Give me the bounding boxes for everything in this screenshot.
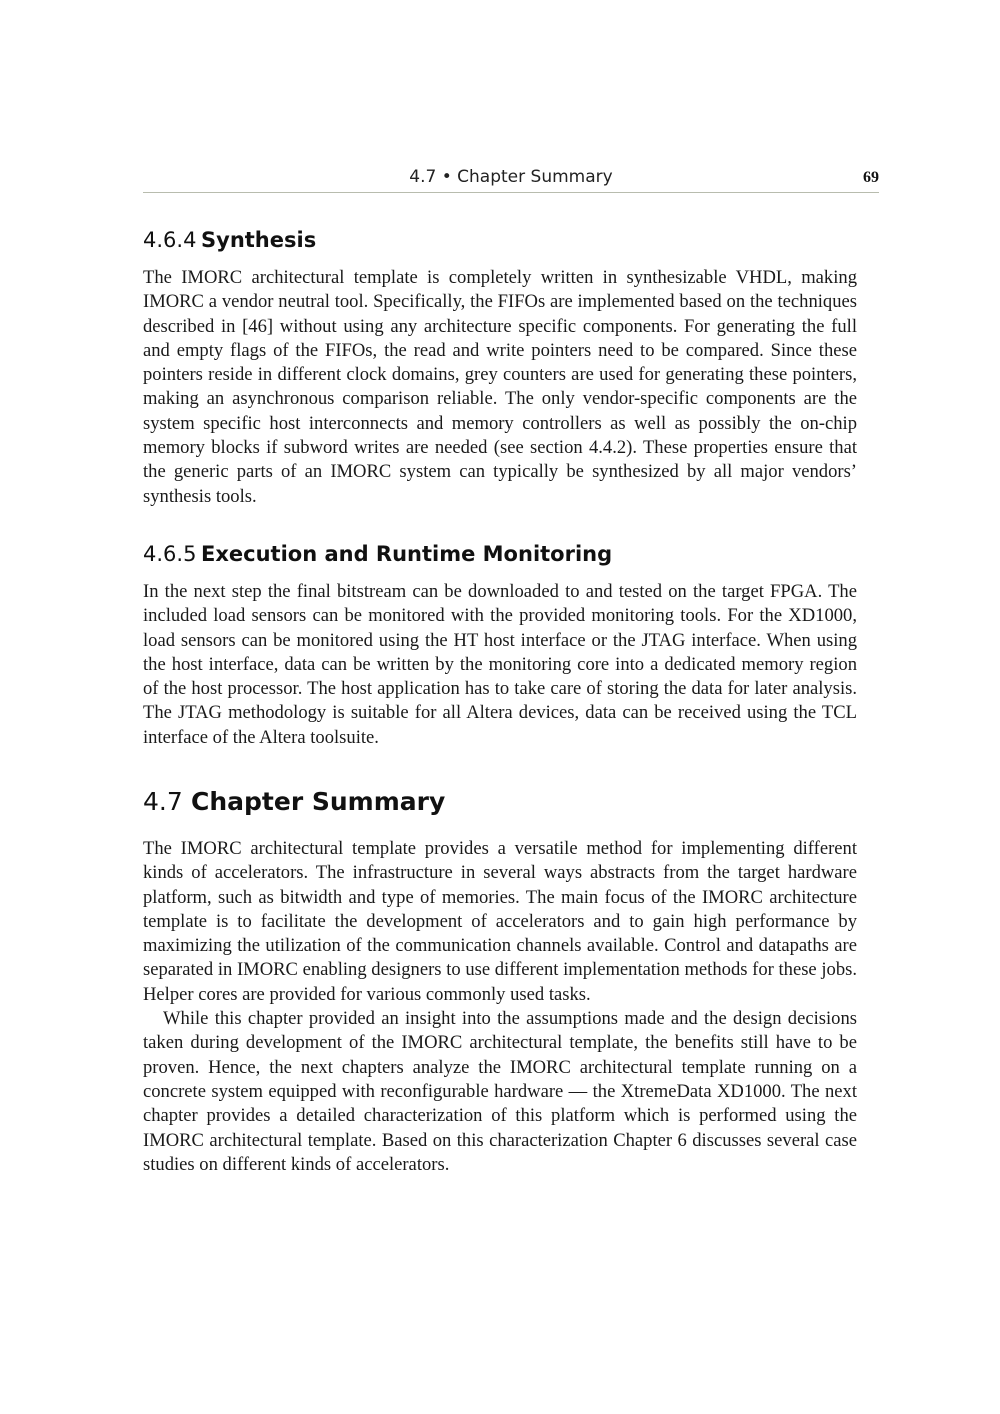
section-number: 4.6.5 [143, 542, 197, 566]
section-number: 4.7 [143, 787, 183, 816]
section-number: 4.6.4 [143, 228, 197, 252]
running-head-title: 4.7 • Chapter Summary [409, 167, 613, 187]
section-title: Execution and Runtime Monitoring [201, 542, 613, 566]
paragraph: While this chapter provided an insight into the assumptions made and the design decisions taken during development of the IMORC architectural template, the benefits still have to be proven. Hence, the next chapters analyze the IMORC architectural template running on a concrete system equipped with reconfigurable hardware — the XtremeData XD1000. The next chapter provides a detailed characterization of this platform which is performed using the IMORC architectural template. Based on this characterization Chapter 6 discusses several case studies on different kinds of accelerators. [143, 1008, 857, 1175]
heading-execution [143, 540, 612, 568]
heading-chapter-summary [143, 786, 445, 818]
running-head [143, 166, 879, 193]
synthesis-body [143, 266, 857, 509]
paragraph: The IMORC architectural template is completely written in synthesizable VHDL, making IMORC a vendor neutral tool. Specifically, the FIFOs are implemented based on the techniques described in [46] without using any architecture specific components. For generating the full and empty flags of the FIFOs, the read and write pointers need to be compared. Since these pointers reside in different clock domains, grey counters are used for generating these pointers, making an asynchronous comparison reliable. The only vendor-specific components are the system specific host interconnects and memory controllers as well as possibly the on-chip memory blocks if subword writes are needed (see section 4.4.2). These properties ensure that the generic parts of an IMORC system can typically be synthesized by all major vendors’ synthesis tools. [143, 267, 857, 507]
execution-body [143, 580, 857, 750]
paragraph: The IMORC architectural template provides a versatile method for implementing different kinds of accelerators. The infrastructure in several ways abstracts from the target hardware platform, such as bitwidth and type of memories. The main focus of the IMORC architecture template is to facilitate the development of accelerators and to gain high performance by maximizing the utilization of the communication channels available. Control and datapaths are separated in IMORC enabling designers to use different implementation methods for these jobs. Helper cores are provided for various commonly used tasks. [143, 838, 857, 1005]
page-number: 69 [863, 169, 879, 186]
summary-body [143, 837, 857, 1177]
heading-synthesis [143, 226, 316, 254]
section-title: Synthesis [201, 228, 317, 252]
section-title: Chapter Summary [191, 787, 446, 816]
paragraph: In the next step the final bitstream can be downloaded to and tested on the target FPGA. The included load sensors can be monitored with the provided monitoring tools. For the XD1000, load sensors can be monitored using the HT host interface or the JTAG interface. When using the host interface, data can be written by the monitoring core into a dedicated memory region of the host processor. The host application has to take care of storing the data for later analysis. The JTAG methodology is suitable for all Altera devices, data can be received using the TCL interface of the Altera toolsuite. [143, 581, 857, 748]
